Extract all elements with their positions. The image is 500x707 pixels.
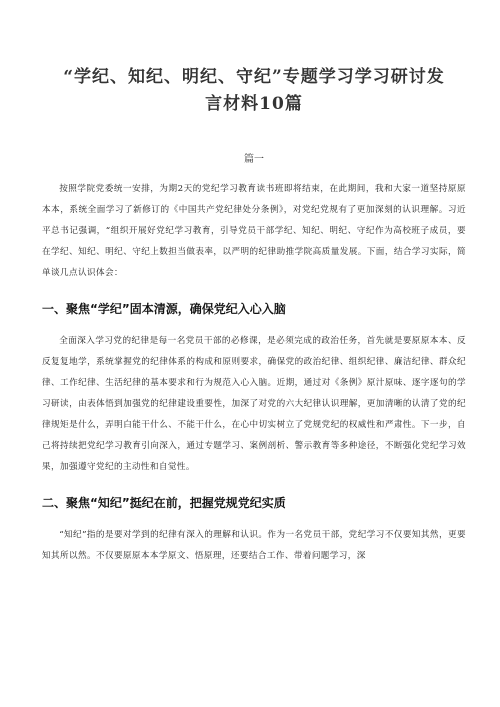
section-heading-1: 一、聚焦“学纪”固本清源，确保党纪入心入脑 [42,302,286,316]
document-title: “学纪、知纪、明纪、守纪”专题学习学习研讨发言材料10篇 [63,67,445,114]
intro-paragraph: 按照学院党委统一安排，为期2天的党纪学习教育读书班即将结束，在此期间，我和大家一道坚持原原本本，系统全面学习了新修订的《中国共产党纪律处分条例》，对党纪党规有了更加深刻的认识理解。习近平总书记强调，“组织开展好党纪学习教育，引导党员干部学纪、知纪、明纪、守纪作为高校班子成员，要在学纪、知纪、明纪、守纪上数担当做表率，以严明的纪律助推学院高质量发展。下面，结合学习实际，简单谈几点认识体会： [42,184,466,278]
section-heading-2: 二、聚焦“知纪”挺纪在前，把握党规党纪实质 [42,496,286,510]
section-2-paragraph: “知纪”指的是要对学到的纪律有深入的理解和认识。作为一名党员干部，党纪学习不仅要知其然，更要知其所以然。不仅要原原本本学原文、悟原理，还要结合工作、带着问题学习，深 [42,530,466,561]
section-1-paragraph: 全面深入学习党的纪律是每一名党员干部的必修课，是必须完成的政治任务，首先就是要原原本本、反反复复地学，系统掌握党的纪律体系的构成和原则要求，确保党的政治纪律、组织纪律、廉洁纪律、群众纪律、工作纪律、生活纪律的基本要求和行为规范入心入脑。近期，通过对《条例》原汁原味、逐字逐句的学习研读，由表体悟到加强党的纪律建设重要性，加深了对党的六大纪律认识理解，更加清晰的认清了党的纪律规矩是什么，弄明白能干什么、不能干什么，在心中切实树立了党规党纪的权威性和严肃性。下一步，自己将持续把党纪学习教育引向深入，通过专题学习、案例剖析、警示教育等多种途径，不断强化党纪学习效果，加强遵守党纪的主动性和自觉性。 [42,336,466,472]
section-subhead: 篇一 [244,154,264,165]
